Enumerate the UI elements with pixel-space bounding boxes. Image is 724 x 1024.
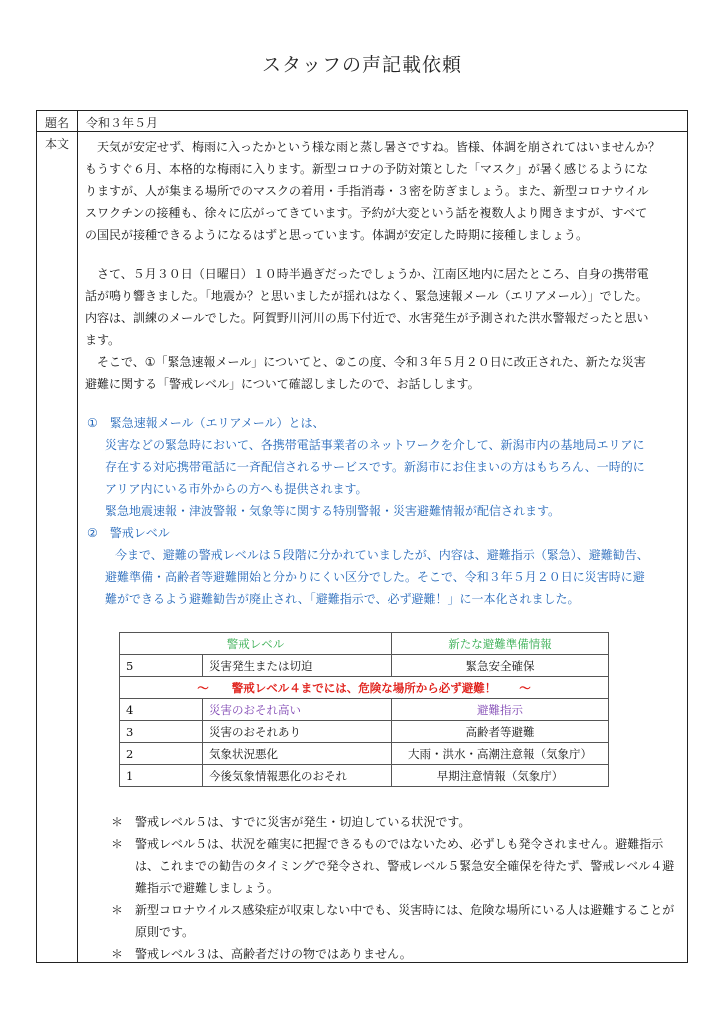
intro-line: りますが、人が集まる場所でのマスクの着用・手指消毒・３密を防ぎましょう。また、新型コロナウイル	[85, 184, 649, 198]
note-text: 警戒レベル５は、状況を確実に把握できるものではないため、必ずしも発令されません。避難指示は、これまでの勧告のタイミングで発令され、警戒レベル５緊急安全確保を待たず、警戒レベル４避難指示で避難しましょう。	[135, 837, 675, 895]
body-label: 本文	[44, 137, 69, 151]
level-description: 気象状況悪化	[203, 743, 392, 765]
level-number: 5	[120, 655, 203, 677]
note-item	[111, 833, 677, 899]
alert-level-table	[119, 632, 609, 787]
level-info: 緊急安全確保	[392, 655, 609, 677]
note-text: 警戒レベル５は、すでに災害が発生・切迫している状況です。	[135, 815, 471, 829]
notes-list	[111, 811, 677, 965]
para2-line: ます。	[85, 333, 121, 347]
document-title: スタッフの声記載依頼	[261, 54, 462, 76]
item1-heading: ① 緊急速報メール（エリアメール）とは、	[87, 416, 325, 430]
para2-line: 内容は、訓練のメールでした。阿賀野川河川の馬下付近で、水害発生が予測された洪水警報だったと思い	[85, 311, 649, 325]
item1-line: アリア内にいる市外からの方へも提供されます。	[105, 482, 368, 496]
para2-line: 話が鳴り響きました。「地震か？と思いましたが揺れはなく、緊急速報メール（エリアメール）」でした。	[85, 289, 648, 303]
intro-line: の国民が接種できるようになるはずと思っています。体調が安定した時期に接種しましょう。	[85, 228, 589, 242]
note-bullet: ＊	[111, 947, 124, 961]
intro-line: 天気が安定せず、梅雨に入ったかという様な雨と蒸し暑さですね。皆様、体調を崩されてはいませんか？	[97, 140, 661, 154]
table-row	[120, 721, 609, 743]
item2-heading: ② 警戒レベル	[87, 526, 170, 540]
note-bullet: ＊	[111, 815, 124, 829]
table-banner-row	[120, 677, 609, 699]
column-divider	[77, 111, 78, 962]
item-emergency-mail	[85, 412, 683, 522]
level-description: 災害のおそれ高い	[203, 699, 392, 721]
subject-value: 令和３年５月	[86, 116, 159, 130]
item-alert-level	[85, 522, 683, 610]
note-item	[111, 811, 677, 833]
form-frame	[36, 110, 688, 963]
level-description: 災害発生または切迫	[203, 655, 392, 677]
item1-line: 災害などの緊急時において、各携帯電話事業者のネットワークを介して、新潟市内の基地局エリアに	[105, 438, 645, 452]
note-item	[111, 943, 677, 965]
intro-line: もうすぐ６月、本格的な梅雨に入ります。新型コロナの予防対策とした「マスク」が暑く感じるようにな	[85, 162, 649, 176]
level-description: 今後気象情報悪化のおそれ	[203, 765, 392, 787]
note-bullet: ＊	[111, 903, 124, 917]
level-info: 避難指示	[392, 699, 609, 721]
note-text: 新型コロナウイルス感染症が収束しない中でも、災害時には、危険な場所にいる人は避難することが原則です。	[135, 903, 675, 939]
para3-line: 避難に関する「警戒レベル」について確認しましたので、お話しします。	[85, 377, 480, 391]
row-divider	[37, 131, 687, 132]
header-evac-info: 新たな避難準備情報	[392, 633, 609, 655]
level-info: 高齢者等避難	[392, 721, 609, 743]
level-number: 2	[120, 743, 203, 765]
item1-line: 緊急地震速報・津波警報・気象等に関する特別警報・災害避難情報が配信されます。	[105, 504, 561, 518]
para2-line: さて、５月３０日（日曜日）１０時半過ぎだったでしょうか、江南区地内に居たところ、自身の携帯電	[97, 267, 649, 281]
item2-line: 難ができるよう避難勧告が廃止され、「避難指示で、必ず避難！」に一本化されました。	[105, 592, 580, 606]
item1-line: 存在する対応携帯電話に一斉配信されるサービスです。新潟市にお住まいの方はもちろん、一時的に	[105, 460, 645, 474]
para3-line: そこで、①「緊急速報メール」についてと、②この度、令和３年５月２０日に改正された、新たな災害	[97, 355, 646, 369]
subject-label: 題名	[44, 116, 69, 130]
level-info: 早期注意情報（気象庁）	[392, 765, 609, 787]
table-row	[120, 765, 609, 787]
item2-line: 今まで、避難の警戒レベルは５段階に分かれていましたが、内容は、避難指示（緊急）、避難勧告、	[115, 548, 649, 562]
table-header-row	[120, 633, 609, 655]
evacuation-banner: ～ 警戒レベル４までには、危険な場所から必ず避難！ ～	[120, 677, 609, 699]
table-row	[120, 743, 609, 765]
note-bullet: ＊	[111, 837, 124, 851]
note-text: 警戒レベル３は、高齢者だけの物ではありません。	[135, 947, 412, 961]
level-number: 3	[120, 721, 203, 743]
intro-line: スワクチンの接種も、徐々に広がってきています。予約が大変という話を複数人より聞きますが、すべて	[85, 206, 648, 220]
level-info: 大雨・洪水・高潮注意報（気象庁）	[392, 743, 609, 765]
level-number: 1	[120, 765, 203, 787]
body-text	[85, 136, 683, 610]
note-item	[111, 899, 677, 943]
level-number: 4	[120, 699, 203, 721]
table-row	[120, 699, 609, 721]
item2-line: 避難準備・高齢者等避難開始と分かりにくい区分でした。そこで、令和３年５月２０日に災害時に避	[105, 570, 645, 584]
header-alert-level: 警戒レベル	[120, 633, 392, 655]
table-row	[120, 655, 609, 677]
level-description: 災害のおそれあり	[203, 721, 392, 743]
